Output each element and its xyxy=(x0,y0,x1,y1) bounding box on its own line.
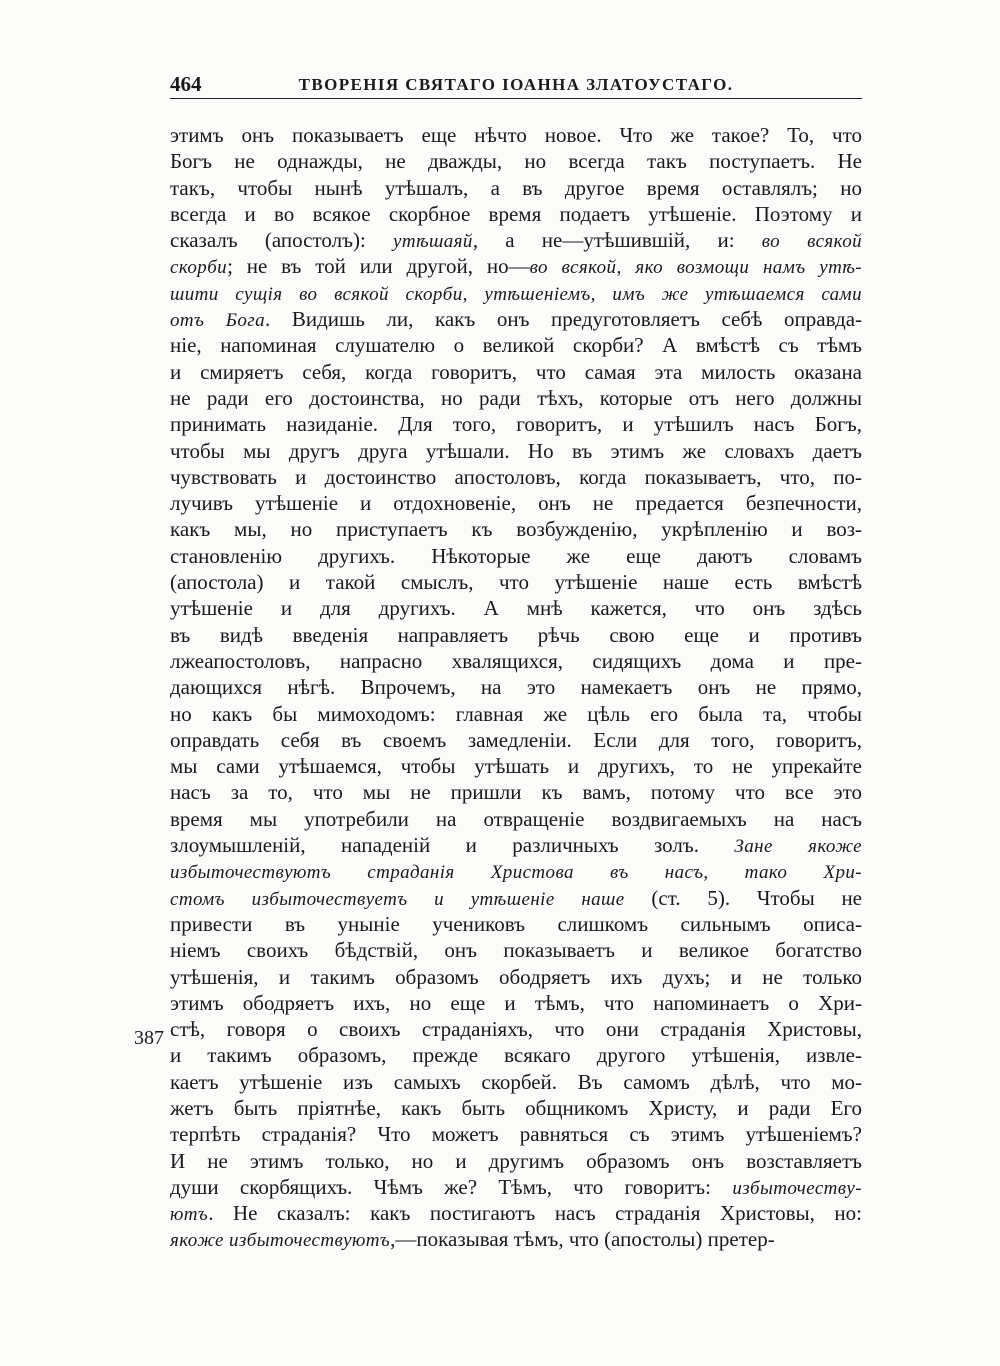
text-run: лжеапостоловъ, напрасно хвалящихся, сидящихъ дома и пре- xyxy=(170,648,862,673)
text-run: такъ, чтобы нынѣ утѣшалъ, а въ другое время оставлялъ; но xyxy=(170,175,862,200)
text-line xyxy=(170,911,862,937)
italic-quote: якоже избыточествуютъ xyxy=(170,1230,391,1252)
italic-quote: избыточествуютъ страданія Христова въ насъ, тако Хри- xyxy=(170,862,862,884)
italic-quote: утѣшаяй xyxy=(393,231,473,253)
text-run: чтобы мы другъ друга утѣшали. Но въ этимъ же словахъ даетъ xyxy=(170,438,862,463)
text-run: въ видѣ введенія направляетъ рѣчь свою еще и противъ xyxy=(170,622,862,647)
text-line xyxy=(170,990,862,1016)
text-line xyxy=(170,858,862,884)
text-line xyxy=(170,306,862,332)
text-line xyxy=(170,1174,862,1200)
text-line xyxy=(170,648,862,674)
text-line xyxy=(170,227,862,253)
italic-quote: отъ Бога xyxy=(170,310,266,332)
page-number: 464 xyxy=(170,72,202,96)
text-line xyxy=(170,1016,862,1042)
text-run: стѣ, говоря о своихъ страданіяхъ, что они страданія Христовы, xyxy=(170,1017,862,1042)
text-line xyxy=(170,543,862,569)
text-run: ,—показывая тѣмъ, что (апостолы) претер- xyxy=(390,1227,775,1252)
text-line xyxy=(170,964,862,990)
text-line xyxy=(170,359,862,385)
text-run: мы сами утѣшаемся, чтобы утѣшать и другихъ, то не упрекайте xyxy=(170,754,862,779)
text-run: становленію другихъ. Нѣкоторые же еще даютъ словамъ xyxy=(170,543,862,568)
header-rule xyxy=(170,98,862,99)
text-line xyxy=(170,516,862,542)
text-run: (ст. 5). Чтобы не xyxy=(624,885,863,910)
italic-quote: Зане якоже xyxy=(734,836,862,858)
text-run: души скорбящихъ. Чѣмъ же? Тѣмъ, что говоритъ: xyxy=(170,1174,733,1199)
text-run: утѣшенія, и такимъ образомъ ободряетъ ихъ духъ; и не только xyxy=(170,964,862,989)
text-line xyxy=(170,595,862,621)
text-run: привести въ уныніе учениковъ слишкомъ сильнымъ описа- xyxy=(170,911,862,936)
text-line xyxy=(170,175,862,201)
text-run: , а не—утѣшившій, и: xyxy=(472,228,762,253)
text-line xyxy=(170,332,862,358)
text-line xyxy=(170,438,862,464)
text-run: чувствовать и достоинство апостоловъ, когда показываетъ, что, по- xyxy=(170,464,862,489)
text-run: ; не въ той или другой, но— xyxy=(227,254,530,279)
text-line xyxy=(170,937,862,963)
italic-quote: ютъ xyxy=(170,1204,209,1226)
italic-quote: во всякой xyxy=(761,231,862,253)
italic-quote: скорби xyxy=(170,257,228,279)
text-run: . Не сказалъ: какъ постигаютъ насъ страданія Христовы, но: xyxy=(208,1201,862,1226)
text-run: . Видишь ли, какъ онъ предуготовляетъ себѣ оправда- xyxy=(265,307,863,332)
text-line xyxy=(170,806,862,832)
text-line xyxy=(170,569,862,595)
text-run: принимать назиданіе. Для того, говоритъ, и утѣшилъ насъ Богъ, xyxy=(170,412,862,437)
text-line xyxy=(170,1069,862,1095)
text-run: насъ за то, что мы не пришли къ вамъ, потому что все это xyxy=(170,780,862,805)
text-run: не ради его достоинства, но ради тѣхъ, которые отъ него должны xyxy=(170,385,862,410)
text-run: утѣшеніе и для другихъ. А мнѣ кажется, что онъ здѣсь xyxy=(170,596,862,621)
text-line xyxy=(170,1200,862,1226)
italic-quote: избыточеству- xyxy=(732,1177,862,1199)
text-line xyxy=(170,385,862,411)
text-run: сказалъ (апостолъ): xyxy=(170,228,393,253)
text-line xyxy=(170,490,862,516)
text-line xyxy=(170,253,862,279)
text-line xyxy=(170,1095,862,1121)
text-line xyxy=(170,1121,862,1147)
text-run: жетъ быть пріятнѣе, какъ быть общникомъ Христу, и ради Его xyxy=(170,1095,862,1120)
text-run: этимъ онъ показываетъ еще нѣчто новое. Что же такое? То, что xyxy=(170,123,862,147)
margin-page-reference: 387 xyxy=(134,1027,164,1049)
text-run: ніе, напоминая слушателю о великой скорби? А вмѣстѣ съ тѣмъ xyxy=(170,333,862,358)
text-line xyxy=(170,122,862,148)
text-run: но какъ бы мимоходомъ: главная же цѣль его была та, чтобы xyxy=(170,701,862,726)
page-header xyxy=(170,66,862,98)
text-run: оправдать себя въ своемъ замедленіи. Если для того, говоритъ, xyxy=(170,727,862,752)
text-run: дающихся нѣгѣ. Впрочемъ, на это намекаетъ онъ не прямо, xyxy=(170,675,862,700)
text-run: и такимъ образомъ, прежде всякаго другого утѣшенія, извле- xyxy=(170,1043,862,1068)
text-line xyxy=(170,464,862,490)
text-line xyxy=(170,411,862,437)
text-run: лучивъ утѣшеніе и отдохновеніе, онъ не предается безпечности, xyxy=(170,491,862,516)
text-line xyxy=(170,622,862,648)
text-run: какъ мы, но приступаетъ къ возбужденію, укрѣпленію и воз- xyxy=(170,517,862,542)
text-run: Богъ не однажды, не дважды, но всегда такъ поступаетъ. Не xyxy=(170,149,862,174)
text-run: всегда и во всякое скорбное время подаетъ утѣшеніе. Поэтому и xyxy=(170,201,862,226)
italic-quote: во всякой, яко возмощи намъ утѣ- xyxy=(529,257,862,279)
text-line xyxy=(170,1148,862,1174)
text-line xyxy=(170,148,862,174)
text-line xyxy=(170,727,862,753)
text-run: каетъ утѣшеніе изъ самыхъ скорбей. Въ самомъ дѣлѣ, что мо- xyxy=(170,1069,862,1094)
italic-quote: шити сущія во всякой скорби, утѣшеніемъ, имъ же утѣшаемся сами xyxy=(170,283,862,305)
running-title: ТВОРЕНІЯ СВЯТАГО ІОАННА ЗЛАТОУСТАГО. xyxy=(298,75,734,94)
italic-quote: стомъ избыточествуетъ и утѣшеніе наше xyxy=(170,888,625,910)
text-line xyxy=(170,1042,862,1068)
text-line xyxy=(170,280,862,306)
text-line xyxy=(170,885,862,911)
text-run: И не этимъ только, но и другимъ образомъ онъ возставляетъ xyxy=(170,1148,862,1173)
text-line xyxy=(170,832,862,858)
text-run: ніемъ своихъ бѣдствій, онъ показываетъ и великое богатство xyxy=(170,938,862,963)
text-run: злоумышленій, нападеній и различныхъ золъ. xyxy=(170,833,735,858)
text-line xyxy=(170,674,862,700)
text-line xyxy=(170,701,862,727)
text-line xyxy=(170,201,862,227)
text-line xyxy=(170,779,862,805)
text-run: терпѣть страданія? Что можетъ равняться съ этимъ утѣшеніемъ? xyxy=(170,1122,862,1147)
text-run: этимъ ободряетъ ихъ, но еще и тѣмъ, что напоминаетъ о Хри- xyxy=(170,990,862,1015)
text-run: (апостола) и такой смыслъ, что утѣшеніе наше есть вмѣстѣ xyxy=(170,570,862,595)
text-run: время мы употребили на отвращеніе воздвигаемыхъ на насъ xyxy=(170,806,862,831)
body-text xyxy=(170,122,862,1253)
text-line xyxy=(170,1226,862,1252)
text-line xyxy=(170,753,862,779)
text-run: и смиряетъ себя, когда говоритъ, что самая эта милость оказана xyxy=(170,359,862,384)
